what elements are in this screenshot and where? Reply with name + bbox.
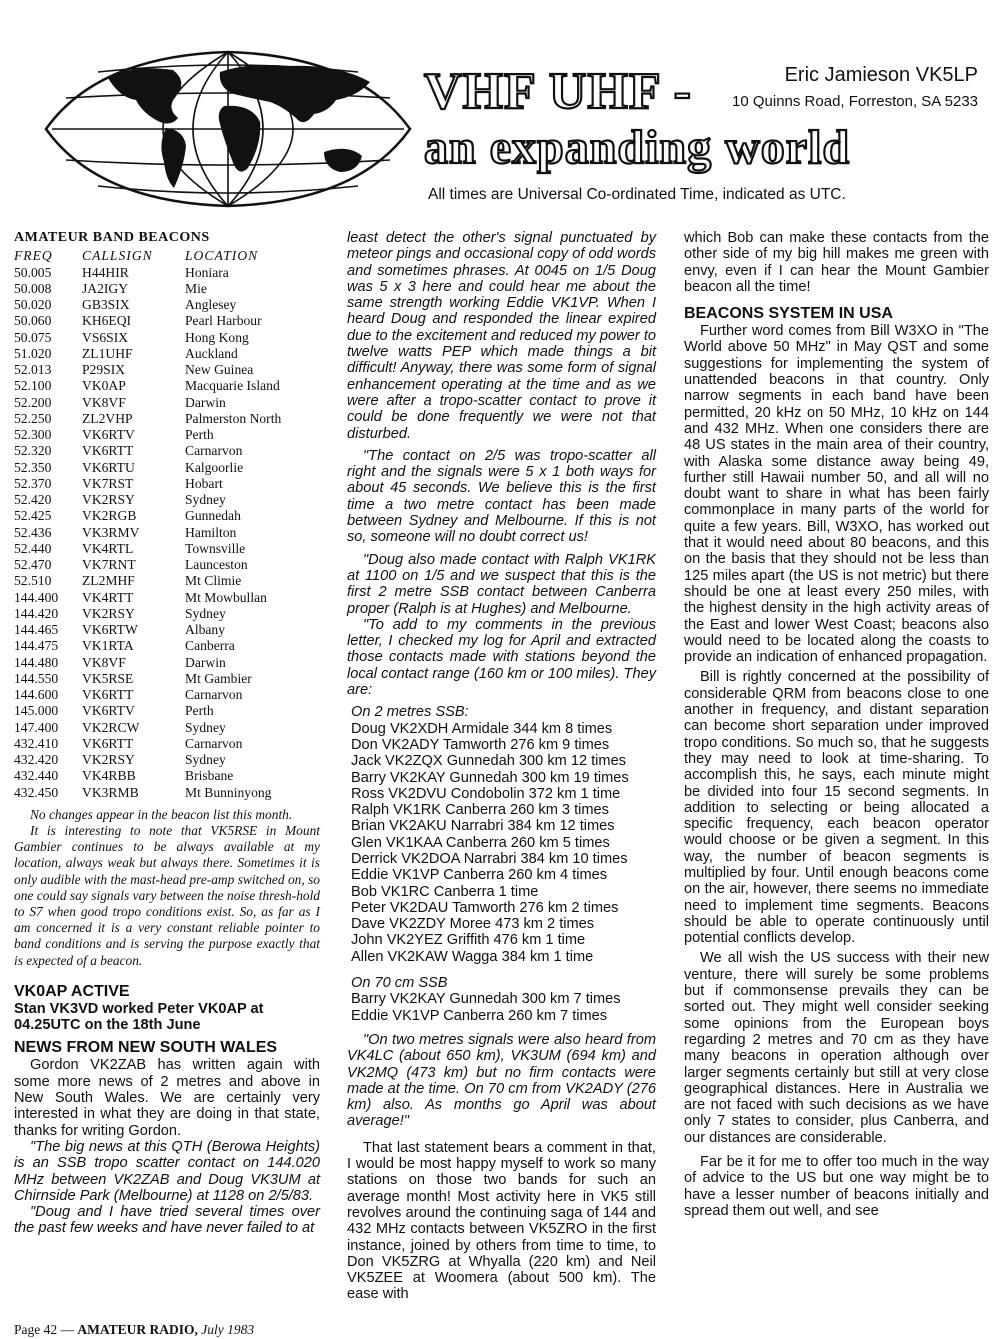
beacon-freq: 52.250 [14, 410, 52, 426]
beacon-callsign: VK2RSY [82, 605, 135, 621]
beacon-location: Macquarie Island [185, 378, 280, 394]
vk0ap-text: Stan VK3VD worked Peter VK0AP at 04.25UTC on the 18th June [14, 1000, 264, 1034]
beacon-row [14, 411, 281, 427]
nsw-paragraph-8: "On two metres signals were also heard from VK4LC (about 650 km), VK3UM (694 km) and VK2MQ (473 km) but no firm contacts were made at the time. On 70 cm from VK2ADY (276 km) also. As months go April was about average!" [347, 1031, 656, 1130]
beacon-row [14, 638, 281, 654]
seventy-cm-contacts [351, 975, 656, 1024]
beacon-callsign: VK6RTV [82, 427, 135, 443]
seventy-cm-list [351, 991, 656, 1024]
author-name: Eric Jamieson VK5LP [784, 64, 978, 86]
beacon-row [14, 297, 281, 313]
beacon-freq: 52.013 [14, 362, 52, 378]
beacon-callsign: VK2RSY [82, 492, 135, 508]
contact-entry: Bob VK1RC Canberra 1 time [351, 883, 539, 900]
beacon-row [14, 330, 281, 346]
beacon-freq: 50.060 [14, 313, 52, 329]
beacon-callsign: VK7RNT [82, 557, 136, 573]
column-2 [347, 230, 656, 1303]
beacon-freq: 432.410 [14, 735, 59, 751]
beacon-callsign: VK7RST [82, 475, 134, 491]
beacon-location: Mt Gambier [185, 670, 252, 686]
beacon-freq: 144.480 [14, 654, 59, 670]
beacon-freq: 145.000 [14, 703, 59, 719]
beacon-callsign: JA2IGY [82, 280, 129, 296]
beacon-row [14, 622, 281, 638]
beacon-callsign: VK6RTT [82, 443, 134, 459]
beacon-table [14, 248, 281, 801]
beacon-callsign: VK8VF [82, 654, 126, 670]
beacon-freq: 144.465 [14, 622, 59, 638]
page-footer [14, 1322, 254, 1338]
contact-entry: Eddie VK1VP Canberra 260 km 4 times [351, 867, 608, 884]
beacon-location: Hamilton [185, 524, 237, 540]
beacon-callsign: VK3RMB [82, 784, 139, 800]
beacon-location: Carnarvon [185, 443, 243, 459]
globe-logo [38, 48, 418, 210]
contact-entry: Eddie VK1VP Canberra 260 km 7 times [351, 1007, 608, 1024]
nsw-paragraph-10: which Bob can make these contacts from the other side of my big hill makes me green with envy, even if I can hear the Mount Gambier beacon all the time! [684, 230, 989, 295]
beacon-location: Auckland [185, 345, 238, 361]
beacon-callsign: VK5RSE [82, 670, 134, 686]
beacon-freq: 52.425 [14, 508, 52, 524]
beacon-row [14, 655, 281, 671]
beacon-table-header [14, 248, 281, 264]
beacon-row [14, 265, 281, 281]
beacon-row [14, 703, 281, 719]
beacon-callsign: H44HIR [82, 264, 129, 280]
beacon-row [14, 768, 281, 784]
beacon-location: Pearl Harbour [185, 313, 262, 329]
beacon-freq: 52.470 [14, 557, 52, 573]
beacon-callsign: VK2RSY [82, 752, 135, 768]
beacon-callsign: ZL2VHP [82, 410, 133, 426]
nsw-paragraph-2: "The big news at this QTH (Berowa Heights) is an SSB tropo scatter contact on 144.020 MHz between VK2ZAB and Doug VK3UM at Chirnside Park (Melbourne) at 1128 on 2/5/83. [14, 1138, 320, 1204]
beacon-location: Sydney [185, 492, 226, 508]
times-note: All times are Universal Co-ordinated Time, indicated as UTC. [428, 186, 846, 203]
callsign-header: CALLSIGN [82, 248, 153, 264]
beacon-callsign: P29SIX [82, 362, 126, 378]
beacon-row [14, 785, 281, 801]
beacon-freq: 52.440 [14, 540, 52, 556]
beacon-location: Sydney [185, 752, 226, 768]
two-metre-list [351, 721, 656, 965]
nsw-paragraph-5: "The contact on 2/5 was tropo-scatter all right and the signals were 5 x 1 both ways for about 45 seconds. We believe this is the first time a two metre contact has been made between Sydney and Melbourne. If this is not so, someone will no doubt correct us! [347, 447, 656, 546]
beacon-location: Hobart [185, 475, 223, 491]
two-metre-title: On 2 metres SSB: [351, 704, 469, 721]
beacon-freq: 50.005 [14, 264, 52, 280]
beacon-location: Carnarvon [185, 687, 243, 703]
author-address: 10 Quinns Road, Forreston, SA 5233 [732, 93, 978, 110]
beacon-callsign: VK6RTV [82, 703, 135, 719]
beacon-row [14, 395, 281, 411]
contact-entry: Allen VK2KAW Wagga 384 km 1 time [351, 948, 594, 965]
beacon-location: Sydney [185, 719, 226, 735]
beacon-freq: 51.020 [14, 345, 52, 361]
beacon-location: Brisbane [185, 768, 234, 784]
beacon-callsign: VK4RTT [82, 589, 134, 605]
beacon-callsign: VK6RTU [82, 459, 135, 475]
beacon-row [14, 720, 281, 736]
beacon-callsign: VK0AP [82, 378, 126, 394]
beacon-callsign: VK4RTL [82, 540, 134, 556]
beacon-row [14, 378, 281, 394]
beacon-location: Kalgoorlie [185, 459, 244, 475]
beacon-location: Gunnedah [185, 508, 241, 524]
nsw-paragraph-6: "Doug also made contact with Ralph VK1RK at 1100 on 1/5 and we suspect that this is the first 2 metre SSB contact between Canberra proper (Ralph is at Hughes) and Melbourne. [347, 551, 656, 617]
title-line-2: an expanding world [424, 121, 851, 174]
beacon-freq: 52.320 [14, 443, 52, 459]
beacon-location: Honiara [185, 264, 229, 280]
beacon-location: Sydney [185, 605, 226, 621]
nsw-heading: NEWS FROM NEW SOUTH WALES [14, 1039, 278, 1057]
beacon-callsign: VS6SIX [82, 329, 129, 345]
beacon-freq: 144.475 [14, 638, 59, 654]
beacon-row [14, 557, 281, 573]
beacon-table-body [14, 265, 281, 801]
beacon-location: Carnarvon [185, 735, 243, 751]
contact-entry: Don VK2ADY Tamworth 276 km 9 times [351, 736, 610, 753]
beacon-row [14, 427, 281, 443]
contact-entry: Peter VK2DAU Tamworth 276 km 2 times [351, 899, 619, 916]
beacon-freq: 144.420 [14, 605, 59, 621]
beacon-freq: 50.075 [14, 329, 52, 345]
beacon-location: Launceston [185, 557, 248, 573]
column-1 [14, 230, 320, 1237]
beacon-callsign: VK1RTA [82, 638, 134, 654]
contact-entry: Dave VK2ZDY Moree 473 km 2 times [351, 916, 595, 933]
beacon-freq: 50.020 [14, 297, 52, 313]
nsw-paragraph-4: least detect the other's signal punctuated by meteor pings and occasional copy of odd words and sometimes phrases. At 0045 on 1/5 Doug was 5 x 3 here and could hear me about the same strength working Eddie VK1VP. When I heard Doug and responded the linear expired due to the excitement and reduced my power to twelve watts PEP which made things a bit difficult! Anyway, there was some form of signal enhancement operating at the time and as we were after a tropo-scatter contact to prove it could be done frequently we were not that disturbed. [347, 230, 656, 442]
usa-heading: BEACONS SYSTEM IN USA [684, 305, 893, 323]
location-header: LOCATION [185, 248, 259, 264]
beacon-row [14, 752, 281, 768]
nsw-paragraph-3: "Doug and I have tried several times over the past few weeks and have never failed to at [14, 1204, 320, 1237]
beacon-list-title: AMATEUR BAND BEACONS [14, 230, 210, 245]
beacon-location: Perth [185, 427, 214, 443]
beacon-location: Hong Kong [185, 329, 249, 345]
beacon-freq: 52.510 [14, 573, 52, 589]
beacon-location: Canberra [185, 638, 235, 654]
beacon-callsign: VK2RCW [82, 719, 140, 735]
beacon-callsign: KH6EQI [82, 313, 132, 329]
usa-paragraph-2: Bill is rightly concerned at the possibility of considerable QRM from beacons close to one another in frequency, and distant separation can become short separation under improved tropo conditions. So much so, that he suggests they may need to look at time-sharing. To accomplish this, he says, each minute might be divided into four 15 second segments. In addition to selecting or being allocated a specific frequency, each beacon operator would choose or be given a segment. In this way, the number of beacon segments is multiplied by four. Until enough beacons come on the air, however, there seems no immediate need to implement time segments. Beacons should be able to operate continuously until potential conflicts develop. [684, 669, 989, 947]
beacon-location: Mt Climie [185, 573, 242, 589]
beacon-location: Palmerston North [185, 410, 282, 426]
beacon-location: Darwin [185, 654, 226, 670]
contact-entry: Jack VK2ZQX Gunnedah 300 km 12 times [351, 753, 626, 770]
beacon-callsign: VK4RBB [82, 768, 136, 784]
beacon-location: Anglesey [185, 297, 237, 313]
beacon-row [14, 460, 281, 476]
beacon-freq: 52.370 [14, 475, 52, 491]
beacon-freq: 52.300 [14, 427, 52, 443]
beacon-row [14, 346, 281, 362]
usa-paragraph-1: Further word comes from Bill W3XO in "The World above 50 MHz" in May QST and some suggestions for implementing the system of unattended beacons in that country. Only narrow segments in each band have been permitted, 20 kHz on 50 MHz, 10 kHz on 144 and 432 MHz. When one considers there are 48 US states in the main area of their country, with Alaska some distance away being 49, further still Hawaii number 50, and all will no doubt want to share in what has been fairly commonplace in many parts of the world for quite a few years. Bill, W3XO, has worked out that it would need about 80 beacons, and this on the basis that they should not be less than 125 miles apart (the US is not metric) but there should be one at least every 250 miles, with the highest density in the high activity areas of the East and lower West Coast; beacons also would need to be located along the coasts to provide an indication of enhanced propagation. [684, 323, 989, 666]
beacon-location: Albany [185, 622, 226, 638]
beacon-row [14, 281, 281, 297]
title-line-1: VHF UHF - [424, 63, 692, 120]
beacon-callsign: ZL1UHF [82, 345, 133, 361]
beacon-freq: 50.008 [14, 280, 52, 296]
contact-entry: Barry VK2KAY Gunnedah 300 km 19 times [351, 769, 629, 786]
beacon-location: Townsville [185, 540, 246, 556]
contact-entry: John VK2YEZ Griffith 476 km 1 time [351, 932, 586, 949]
beacon-row [14, 606, 281, 622]
beacon-freq: 52.100 [14, 378, 52, 394]
beacon-note-2: It is interesting to note that VK5RSE in Mount Gambier continues to be always available at my location, always weak but always there. Sometimes it is only audible with the mast-head pre-amp switched on, so one could say signals vary between the noise thresh-hold to S7 when good tropo conditions exist. So, as far as I am concerned it is a very constant reliable pointer to band conditions and is serving the purpose exactly that is expected of a beacon. [14, 823, 320, 968]
beacon-freq: 52.350 [14, 459, 52, 475]
beacon-freq: 144.550 [14, 670, 59, 686]
beacon-freq: 52.436 [14, 524, 52, 540]
nsw-paragraph-1: Gordon VK2ZAB has written again with some more news of 2 metres and above in New South Wales. We are certainly very interested in what they are doing in that state, thanks for writing Gordon. [14, 1057, 320, 1139]
contact-entry: Glen VK1KAA Canberra 260 km 5 times [351, 834, 610, 851]
contact-entry: Doug VK2XDH Armidale 344 km 8 times [351, 720, 613, 737]
vk0ap-heading: VK0AP ACTIVE [14, 982, 130, 1000]
freq-header: FREQ [14, 248, 53, 264]
footer-magazine: AMATEUR RADIO, [77, 1322, 198, 1337]
beacon-callsign: VK6RTW [82, 622, 138, 638]
seventy-cm-title: On 70 cm SSB [351, 975, 448, 992]
nsw-paragraph-7: "To add to my comments in the previous letter, I checked my log for April and extracted those contacts made with stations beyond the local contact range (160 km or 100 miles). They are: [347, 616, 656, 699]
beacon-freq: 144.400 [14, 589, 59, 605]
column-3 [684, 230, 989, 1219]
beacon-location: New Guinea [185, 362, 254, 378]
beacon-row [14, 508, 281, 524]
two-metre-contacts [351, 704, 656, 965]
beacon-location: Mt Bunninyong [185, 784, 272, 800]
beacon-location: Perth [185, 703, 214, 719]
beacon-row [14, 525, 281, 541]
beacon-freq: 432.450 [14, 784, 59, 800]
beacon-freq: 144.600 [14, 687, 59, 703]
beacon-row [14, 736, 281, 752]
beacon-freq: 52.200 [14, 394, 52, 410]
beacon-callsign: VK2RGB [82, 508, 137, 524]
beacon-location: Mt Mowbullan [185, 589, 267, 605]
beacon-freq: 147.400 [14, 719, 59, 735]
beacon-freq: 52.420 [14, 492, 52, 508]
usa-paragraph-4: Far be it for me to offer too much in the way of advice to the US but one way might be to have a lesser number of beacons initially and spread them out well, and see [684, 1154, 989, 1219]
beacon-location: Darwin [185, 394, 226, 410]
beacon-callsign: VK6RTT [82, 687, 134, 703]
contact-entry: Ralph VK1RK Canberra 260 km 3 times [351, 802, 609, 819]
footer-page: Page 42 — [14, 1322, 74, 1337]
beacon-row [14, 476, 281, 492]
beacon-freq: 432.440 [14, 768, 59, 784]
beacon-row [14, 443, 281, 459]
contact-entry: Ross VK2DVU Condobolin 372 km 1 time [351, 785, 621, 802]
beacon-callsign: GB3SIX [82, 297, 130, 313]
beacon-row [14, 573, 281, 589]
usa-paragraph-3: We all wish the US success with their new venture, there will surely be some problems but if commonsense prevails they can be sorted out. They might well consider seeking some opinions from the European boys regarding 2 metres and 70 cm as they have many beacons in operation although over larger segments certainly but still at very close geographical distances. Here in Australia we are not faced with such decisions as we have only 7 states to consider, plus Canberra, and our distances are considerable. [684, 950, 989, 1146]
beacon-row [14, 671, 281, 687]
contact-entry: Barry VK2KAY Gunnedah 300 km 7 times [351, 991, 621, 1008]
beacon-callsign: VK8VF [82, 394, 126, 410]
beacon-freq: 432.420 [14, 752, 59, 768]
beacon-row [14, 541, 281, 557]
beacon-row [14, 313, 281, 329]
beacon-row [14, 687, 281, 703]
beacon-row [14, 590, 281, 606]
beacon-callsign: VK3RMV [82, 524, 140, 540]
beacon-note-1: No changes appear in the beacon list this month. [30, 806, 293, 822]
beacon-row [14, 362, 281, 378]
footer-date: July 1983 [201, 1322, 255, 1337]
beacon-callsign: ZL2MHF [82, 573, 135, 589]
beacon-row [14, 492, 281, 508]
beacon-location: Mie [185, 280, 207, 296]
contact-entry: Brian VK2AKU Narrabri 384 km 12 times [351, 818, 615, 835]
beacon-callsign: VK6RTT [82, 735, 134, 751]
nsw-paragraph-9: That last statement bears a comment in that, I would be most happy myself to work so many stations on those two bands for such an average month! Most activity here in VK5 still revolves around the continuing saga of 144 and 432 MHz contacts between VK5ZRO in the first instance, joined by others from time to time, to Don VK5ZRG at Whyalla (220 km) and Neil VK5ZEE at Woomera (about 500 km). The ease with [347, 1139, 656, 1303]
contact-entry: Derrick VK2DOA Narrabri 384 km 10 times [351, 850, 628, 867]
